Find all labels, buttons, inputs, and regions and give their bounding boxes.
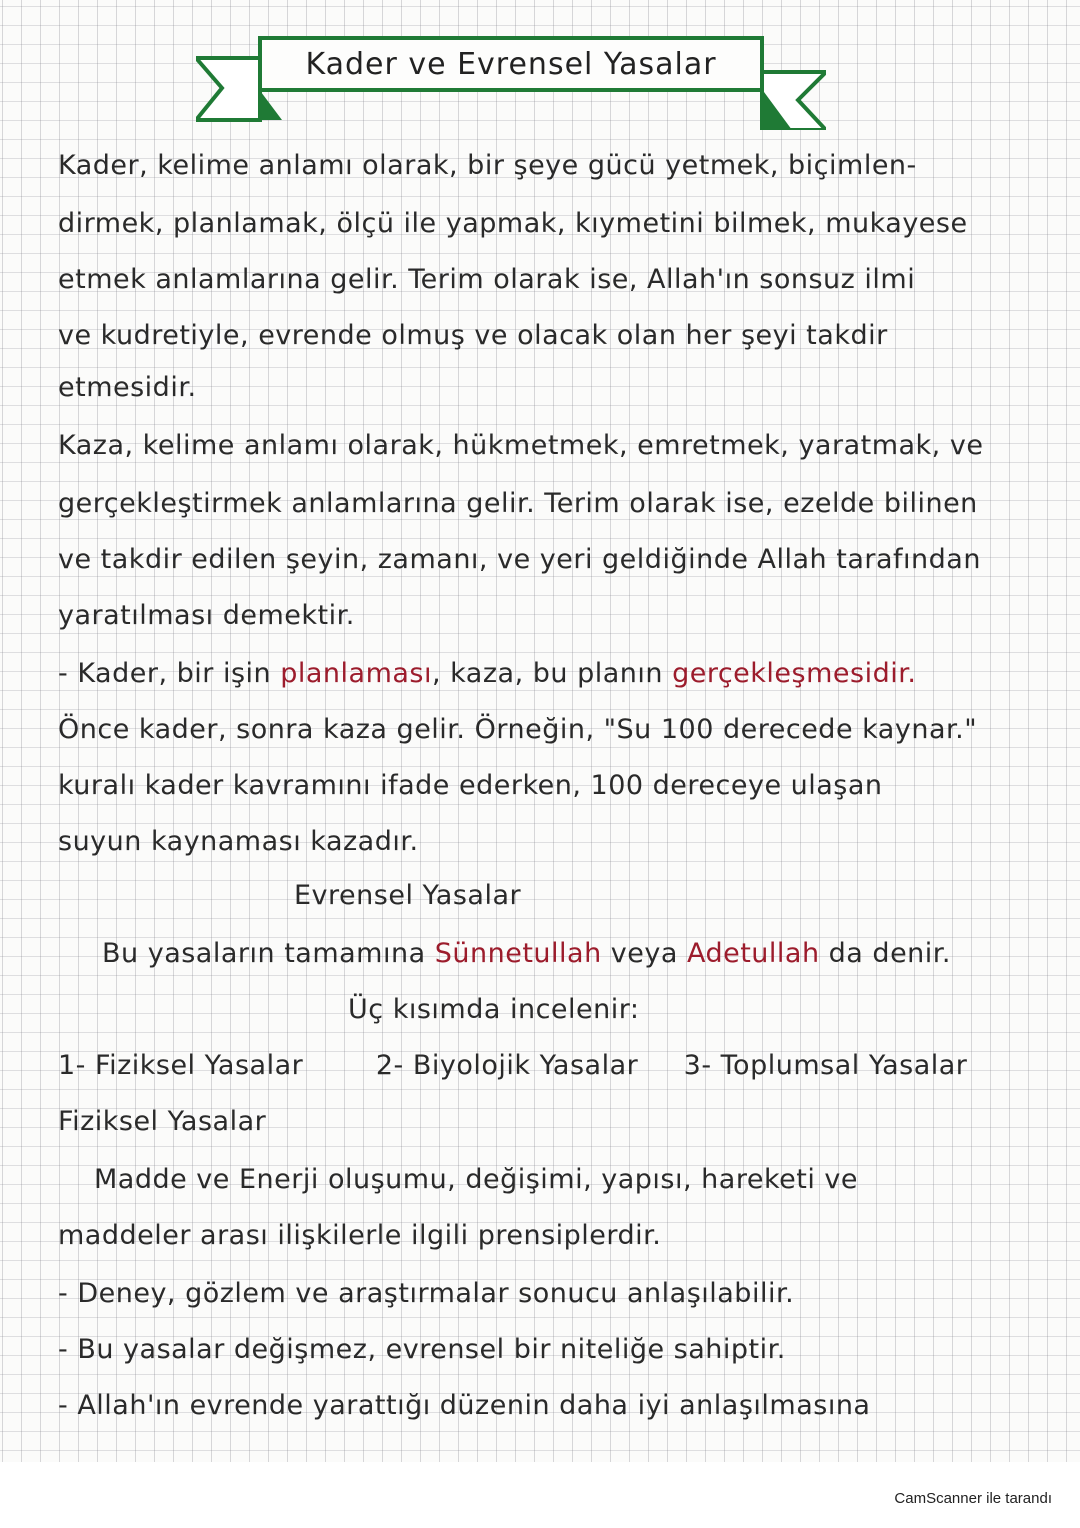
text-segment: Evrensel Yasalar [294, 880, 522, 911]
text-line [58, 770, 883, 801]
text-segment: gerçekleştirmek anlamlarına gelir. Terim olarak ise, ezelde bilinen [58, 488, 978, 519]
text-line [58, 488, 978, 519]
text-segment: - Bu yasalar değişmez, evrensel bir niteliğe sahiptir. [58, 1334, 786, 1365]
text-segment: maddeler arası ilişkilerle ilgili prensiplerdir. [58, 1220, 662, 1251]
text-line [58, 1106, 266, 1137]
text-segment: etmek anlamlarına gelir. Terim olarak ise, Allah'ın sonsuz ilmi [58, 264, 916, 295]
text-line [294, 880, 521, 911]
text-line [348, 994, 639, 1025]
text-line [58, 658, 916, 689]
text-segment: Üç kısımda incelenir: [348, 994, 640, 1025]
text-segment: ve takdir edilen şeyin, zamanı, ve yeri geldiğinde Allah tarafından [58, 544, 981, 575]
text-segment: - Kader, bir işin [58, 658, 281, 689]
text-line [58, 150, 917, 181]
highlighted-term: Adetullah [686, 938, 820, 969]
highlighted-term: planlaması [280, 658, 432, 689]
scanner-footer: CamScanner ile tarandı [894, 1490, 1052, 1507]
text-segment: Kader, kelime anlamı olarak, bir şeye gücü yetmek, biçimlen- [58, 150, 917, 181]
highlighted-term: gerçekleşmesidir. [672, 658, 917, 689]
text-line [58, 826, 419, 857]
text-line [58, 1050, 967, 1081]
text-line [58, 600, 355, 631]
text-segment: veya [601, 938, 687, 969]
text-line [58, 264, 915, 295]
text-segment: - Allah'ın evrende yarattığı düzenin daha iyi anlaşılmasına [58, 1390, 871, 1421]
text-segment: 1- Fiziksel Yasalar 2- Biyolojik Yasalar 3- Toplumsal Yasalar [58, 1050, 968, 1081]
text-segment: etmesidir. [58, 372, 197, 403]
text-segment: ve kudretiyle, evrende olmuş ve olacak olan her şeyi takdir [58, 320, 888, 351]
text-segment: - Deney, gözlem ve araştırmalar sonucu anlaşılabilir. [58, 1278, 795, 1309]
text-line [102, 938, 951, 969]
text-segment: Önce kader, sonra kaza gelir. Örneğin, "Su 100 derecede kaynar." [58, 714, 978, 745]
text-segment: dirmek, planlamak, ölçü ile yapmak, kıymetini bilmek, mukayese [58, 208, 968, 239]
text-line [58, 1334, 786, 1365]
text-segment: Kaza, kelime anlamı olarak, hükmetmek, emretmek, yaratmak, ve [58, 430, 984, 461]
text-line [58, 372, 197, 403]
text-line [58, 1278, 794, 1309]
text-line [58, 1220, 661, 1251]
text-segment: , kaza, bu planın [431, 658, 673, 689]
text-segment: Fiziksel Yasalar [58, 1106, 267, 1137]
text-line [58, 714, 977, 745]
text-line [94, 1164, 858, 1195]
text-segment: yaratılması demektir. [58, 600, 355, 631]
text-segment: da denir. [819, 938, 951, 969]
page-title: Kader ve Evrensel Yasalar [258, 36, 764, 92]
text-line [58, 544, 981, 575]
highlighted-term: Sünnetullah [434, 938, 602, 969]
text-line [58, 320, 888, 351]
text-line [58, 1390, 870, 1421]
text-segment: kuralı kader kavramını ifade ederken, 100 dereceye ulaşan [58, 770, 883, 801]
text-segment: suyun kaynaması kazadır. [58, 826, 419, 857]
text-segment: Madde ve Enerji oluşumu, değişimi, yapısı, hareketi ve [94, 1164, 858, 1195]
text-line [58, 430, 983, 461]
text-segment: Bu yasaların tamamına [102, 938, 435, 969]
text-line [58, 208, 968, 239]
